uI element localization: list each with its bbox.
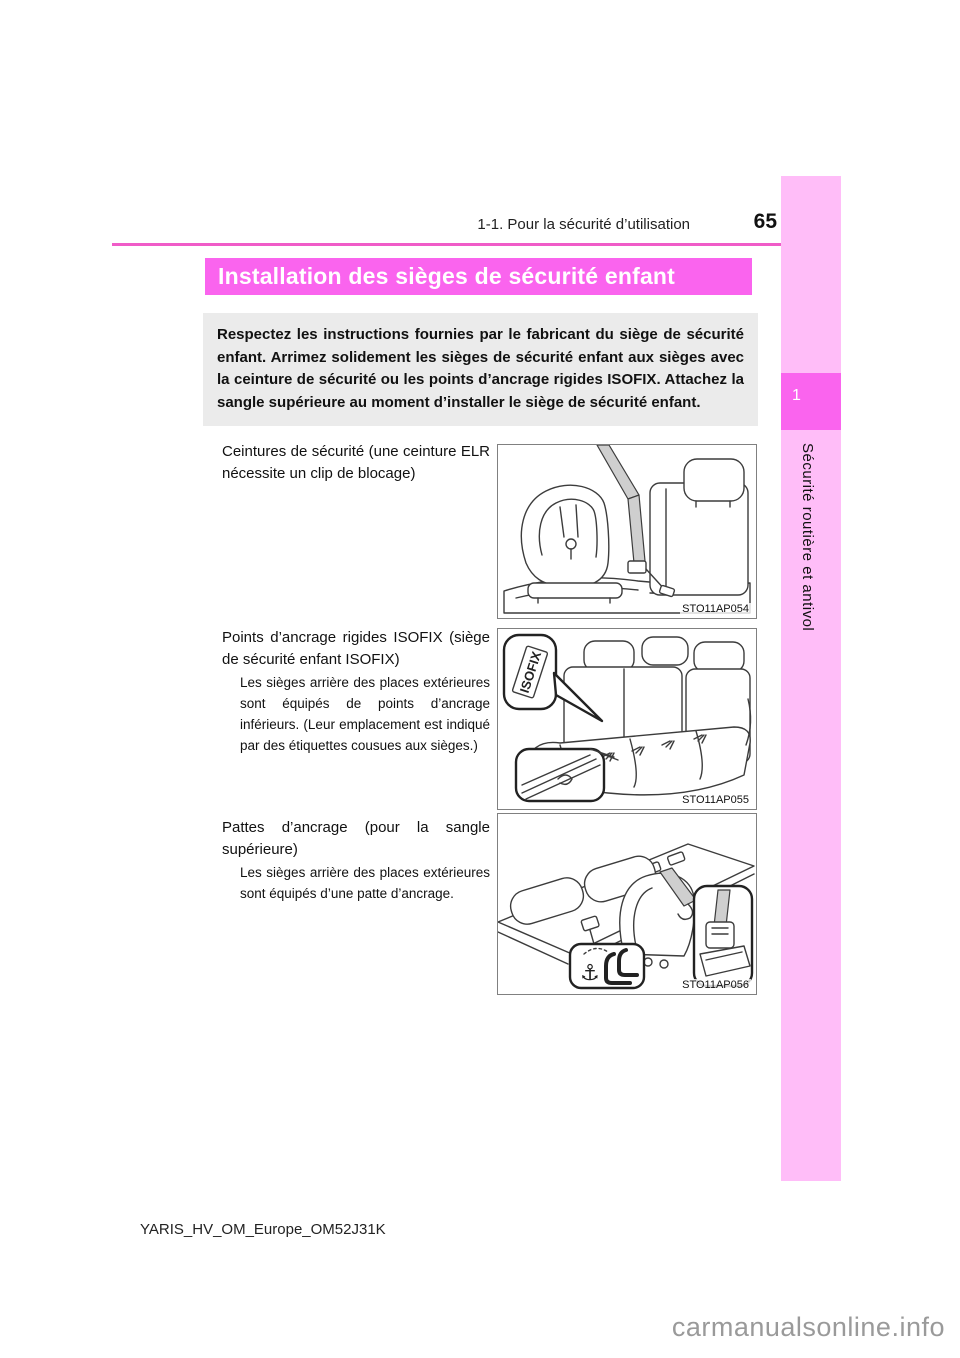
- document-code: YARIS_HV_OM_Europe_OM52J31K: [140, 1221, 386, 1238]
- safety-notice-box: Respectez les instructions fournies par le fabricant du siège de sécurité enfant. Arrimez solidement les sièges de sécurité enfant aux sièges avec la ceinture de sécurité ou les points d’ancrage rigides ISOFIX. Attachez la sangle supérieure au moment d’installer le siège de sécurité enfant.: [203, 313, 758, 426]
- isofix-tag-text: ISOFIX: [516, 649, 545, 695]
- section-body-tether: Les sièges arrière des places extérieures sont équipés d’une patte d’ancrage.: [240, 865, 490, 901]
- chapter-title-vertical: Sécurité routière et antivol: [799, 443, 816, 632]
- section-body-isofix: Les sièges arrière des places extérieures sont équipés de points d’ancrage inférieurs. (Leur emplacement est indiqué par des étiquettes cousues aux sièges.): [240, 675, 490, 753]
- figure-child-seat-with-belt: [497, 444, 757, 619]
- figure-isofix-anchors: [497, 628, 757, 810]
- figure-code-label: STO11AP055: [682, 794, 749, 806]
- page-title: Installation des sièges de sécurité enfant: [218, 263, 676, 289]
- isofix-anchor-illustration: [498, 629, 756, 807]
- chapter-number: 1: [792, 387, 801, 404]
- breadcrumb: 1-1. Pour la sécurité d’utilisation: [477, 216, 690, 233]
- watermark-text: carmanualsonline.info: [671, 1312, 945, 1342]
- section-heading-isofix: Points d’ancrage rigides ISOFIX (siège de sécurité enfant ISOFIX): [222, 629, 490, 668]
- figure-code-label: STO11AP056: [682, 979, 749, 991]
- tether-anchor-illustration: [498, 814, 756, 992]
- chapter-number-tab: [781, 373, 841, 430]
- anchor-icon: ⚓: [580, 961, 600, 986]
- chapter-strip: [781, 176, 841, 1181]
- figure-top-tether-anchor: [497, 813, 757, 995]
- section-heading-seatbelts: Ceintures de sécurité (une ceinture ELR nécessite un clip de blocage): [222, 443, 490, 482]
- section-heading-tether: Pattes d’ancrage (pour la sangle supérieure): [222, 819, 490, 858]
- header-divider: [112, 243, 841, 246]
- section-title-banner: [205, 258, 752, 295]
- child-seat-belt-illustration: [498, 445, 756, 616]
- page-number: 65: [753, 210, 777, 233]
- figure-code-label: STO11AP054: [682, 603, 749, 615]
